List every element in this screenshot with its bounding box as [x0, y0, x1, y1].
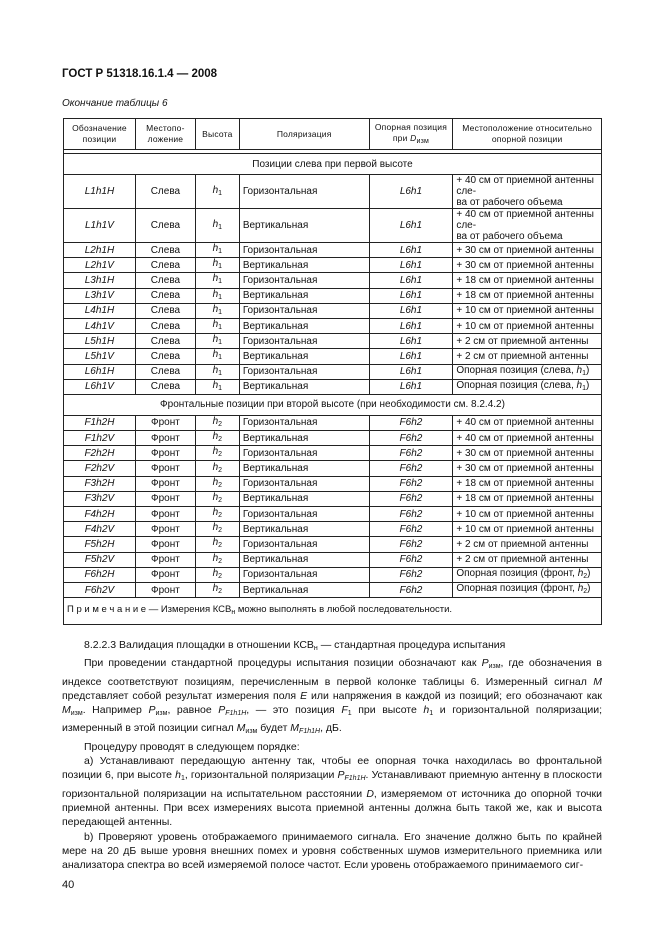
- location-cell: Слева: [135, 303, 195, 318]
- reference-cell: F6h2: [369, 431, 453, 446]
- reference-cell: L6h1: [369, 334, 453, 349]
- height-cell: $h_1$: [195, 209, 239, 243]
- table-row: [64, 379, 602, 394]
- polarization-cell: Вертикальная: [239, 209, 369, 243]
- polarization-cell: Вертикальная: [239, 318, 369, 333]
- height-cell: $h_1$: [195, 334, 239, 349]
- table-row: [64, 273, 602, 288]
- position-cell: F3h2V: [64, 491, 136, 506]
- height-cell: $h_1$: [195, 258, 239, 273]
- reference-cell: F6h2: [369, 507, 453, 522]
- relative-location-cell: + 30 см от приемной антенны: [453, 446, 602, 461]
- position-cell: F1h2V: [64, 431, 136, 446]
- position-cell: F6h2H: [64, 567, 136, 582]
- reference-cell: L6h1: [369, 175, 453, 209]
- relative-location-cell: + 40 см от приемной антенны: [453, 431, 602, 446]
- relative-location-cell: + 2 см от приемной антенны: [453, 349, 602, 364]
- table-note: П р и м е ч а н и е — Измерения $КСВ_н$ можно выполнять в любой последовательности.: [64, 598, 602, 625]
- location-cell: Фронт: [135, 415, 195, 430]
- polarization-cell: Вертикальная: [239, 349, 369, 364]
- polarization-cell: Горизонтальная: [239, 175, 369, 209]
- page-number: 40: [62, 879, 75, 891]
- polarization-cell: Вертикальная: [239, 582, 369, 597]
- polarization-cell: Горизонтальная: [239, 537, 369, 552]
- position-cell: L2h1V: [64, 258, 136, 273]
- height-cell: $h_2$: [195, 567, 239, 582]
- relative-location-cell: + 18 см от приемной антенны: [453, 476, 602, 491]
- table-row: [64, 303, 602, 318]
- location-cell: Фронт: [135, 507, 195, 522]
- location-cell: Слева: [135, 273, 195, 288]
- location-cell: Фронт: [135, 567, 195, 582]
- height-cell: $h_1$: [195, 243, 239, 258]
- document-header: ГОСТ Р 51318.16.1.4 — 2008: [62, 68, 218, 80]
- position-cell: L6h1H: [64, 364, 136, 379]
- location-cell: Фронт: [135, 461, 195, 476]
- position-cell: F5h2V: [64, 552, 136, 567]
- height-cell: $h_1$: [195, 364, 239, 379]
- table-caption: Окончание таблицы 6: [62, 98, 168, 109]
- height-cell: $h_1$: [195, 273, 239, 288]
- table-row: [64, 288, 602, 303]
- location-cell: Фронт: [135, 431, 195, 446]
- table-header-row: [64, 119, 602, 150]
- relative-location-cell: + 40 см от приемной антенны сле- ва от рабочего объема: [453, 209, 602, 243]
- polarization-cell: Горизонтальная: [239, 273, 369, 288]
- location-cell: Фронт: [135, 446, 195, 461]
- relative-location-cell: Опорная позиция (слева, $h_1$): [453, 364, 602, 379]
- polarization-cell: Горизонтальная: [239, 476, 369, 491]
- relative-location-cell: + 2 см от приемной антенны: [453, 334, 602, 349]
- position-cell: F5h2H: [64, 537, 136, 552]
- reference-cell: F6h2: [369, 415, 453, 430]
- reference-cell: L6h1: [369, 288, 453, 303]
- position-cell: F4h2H: [64, 507, 136, 522]
- reference-cell: F6h2: [369, 491, 453, 506]
- table-row: [64, 567, 602, 582]
- reference-cell: F6h2: [369, 537, 453, 552]
- reference-cell: F6h2: [369, 567, 453, 582]
- position-cell: F4h2V: [64, 522, 136, 537]
- paragraph: 8.2.2.3 Валидация площадки в отношении $КСВ_н$ — стандартная процедура испытания: [84, 639, 506, 652]
- relative-location-cell: Опорная позиция (фронт, $h_2$): [453, 582, 602, 597]
- position-cell: F1h2H: [64, 415, 136, 430]
- position-cell: L3h1V: [64, 288, 136, 303]
- polarization-cell: Горизонтальная: [239, 243, 369, 258]
- polarization-cell: Вертикальная: [239, 379, 369, 394]
- relative-location-cell: + 18 см от приемной антенны: [453, 491, 602, 506]
- relative-location-cell: + 30 см от приемной антенны: [453, 258, 602, 273]
- polarization-cell: Вертикальная: [239, 491, 369, 506]
- location-cell: Слева: [135, 175, 195, 209]
- location-cell: Слева: [135, 288, 195, 303]
- position-cell: F2h2H: [64, 446, 136, 461]
- reference-cell: L6h1: [369, 364, 453, 379]
- table-row: [64, 431, 602, 446]
- reference-cell: F6h2: [369, 552, 453, 567]
- location-cell: Слева: [135, 318, 195, 333]
- reference-cell: L6h1: [369, 318, 453, 333]
- paragraph: Процедуру проводят в следующем порядке:: [84, 740, 300, 753]
- location-cell: Фронт: [135, 537, 195, 552]
- height-cell: $h_1$: [195, 349, 239, 364]
- position-cell: L4h1H: [64, 303, 136, 318]
- table-row: [64, 334, 602, 349]
- reference-cell: L6h1: [369, 303, 453, 318]
- reference-cell: F6h2: [369, 461, 453, 476]
- table-row: [64, 318, 602, 333]
- relative-location-cell: + 10 см от приемной антенны: [453, 522, 602, 537]
- relative-location-cell: + 30 см от приемной антенны: [453, 461, 602, 476]
- polarization-cell: Горизонтальная: [239, 446, 369, 461]
- location-cell: Слева: [135, 243, 195, 258]
- polarization-cell: Вертикальная: [239, 522, 369, 537]
- paragraph: a) Устанавливают передающую антенну так, чтобы ее опорная точка находилась во фронтальной позиции 6, при высоте $h_1$, горизонтальной поляризации $P_{F1h1H}$. Устанавливают приемную антенну в плоскости горизонтальной поляризации на испытательном расстоянии D, измеряемом от источника до опорной точки приемной антенны. При всех измерениях высота приемной антенны должна быть такой же, как и высота передающей антенны.: [62, 755, 603, 829]
- reference-cell: L6h1: [369, 243, 453, 258]
- relative-location-cell: + 18 см от приемной антенны: [453, 288, 602, 303]
- height-cell: $h_2$: [195, 431, 239, 446]
- position-cell: L2h1H: [64, 243, 136, 258]
- height-cell: $h_1$: [195, 379, 239, 394]
- height-cell: $h_1$: [195, 318, 239, 333]
- height-cell: $h_2$: [195, 582, 239, 597]
- table-row: [64, 209, 602, 243]
- position-cell: F3h2H: [64, 476, 136, 491]
- col-header: Опорная позиция при $D_{изм}$: [369, 119, 453, 150]
- position-cell: L1h1H: [64, 175, 136, 209]
- height-cell: $h_2$: [195, 522, 239, 537]
- relative-location-cell: + 30 см от приемной антенны: [453, 243, 602, 258]
- table-row: [64, 364, 602, 379]
- table-note-row: [64, 598, 602, 625]
- polarization-cell: Горизонтальная: [239, 334, 369, 349]
- reference-cell: L6h1: [369, 258, 453, 273]
- height-cell: $h_1$: [195, 175, 239, 209]
- relative-location-cell: + 40 см от приемной антенны: [453, 415, 602, 430]
- reference-cell: F6h2: [369, 446, 453, 461]
- polarization-cell: Горизонтальная: [239, 303, 369, 318]
- relative-location-cell: Опорная позиция (слева, $h_1$): [453, 379, 602, 394]
- height-cell: $h_1$: [195, 288, 239, 303]
- polarization-cell: Горизонтальная: [239, 567, 369, 582]
- height-cell: $h_2$: [195, 491, 239, 506]
- table-row: [64, 461, 602, 476]
- col-header: Местоположение относительно опорной позиции: [453, 119, 602, 150]
- table-row: [64, 582, 602, 597]
- location-cell: Фронт: [135, 552, 195, 567]
- height-cell: $h_1$: [195, 303, 239, 318]
- table-row: [64, 522, 602, 537]
- position-cell: L5h1V: [64, 349, 136, 364]
- position-cell: L1h1V: [64, 209, 136, 243]
- location-cell: Слева: [135, 379, 195, 394]
- table-row: [64, 446, 602, 461]
- polarization-cell: Вертикальная: [239, 461, 369, 476]
- table-row: [64, 175, 602, 209]
- paragraph: b) Проверяют уровень отображаемого принимаемого сигнала. Его значение должно быть по крайней мере на 20 дБ выше уровня внешних помех и уровня собственных шумов измерительного приемника или анализатора спектра во всей измеряемой полосе частот. Если уровень отображаемого принимаемого сиг-: [62, 830, 602, 872]
- col-header: Высота: [195, 119, 239, 150]
- polarization-cell: Горизонтальная: [239, 415, 369, 430]
- relative-location-cell: + 40 см от приемной антенны сле- ва от рабочего объема: [453, 175, 602, 209]
- section-title: Позиции слева при первой высоте: [64, 154, 602, 175]
- reference-cell: L6h1: [369, 209, 453, 243]
- relative-location-cell: + 10 см от приемной антенны: [453, 318, 602, 333]
- body-text: [62, 638, 602, 872]
- position-cell: L4h1V: [64, 318, 136, 333]
- relative-location-cell: + 2 см от приемной антенны: [453, 537, 602, 552]
- location-cell: Фронт: [135, 476, 195, 491]
- table-row: [64, 491, 602, 506]
- position-cell: L3h1H: [64, 273, 136, 288]
- col-header: Обозначение позиции: [64, 119, 136, 150]
- section-title: Фронтальные позиции при второй высоте (при необходимости см. 8.2.4.2): [64, 394, 602, 415]
- reference-cell: F6h2: [369, 522, 453, 537]
- position-cell: F2h2V: [64, 461, 136, 476]
- location-cell: Слева: [135, 258, 195, 273]
- polarization-cell: Вертикальная: [239, 258, 369, 273]
- table-row: [64, 415, 602, 430]
- relative-location-cell: + 10 см от приемной антенны: [453, 303, 602, 318]
- relative-location-cell: + 10 см от приемной антенны: [453, 507, 602, 522]
- reference-cell: L6h1: [369, 273, 453, 288]
- relative-location-cell: + 18 см от приемной антенны: [453, 273, 602, 288]
- table-row: [64, 258, 602, 273]
- polarization-cell: Горизонтальная: [239, 507, 369, 522]
- height-cell: $h_2$: [195, 446, 239, 461]
- relative-location-cell: Опорная позиция (фронт, $h_2$): [453, 567, 602, 582]
- reference-cell: L6h1: [369, 349, 453, 364]
- height-cell: $h_2$: [195, 461, 239, 476]
- table-row: [64, 552, 602, 567]
- height-cell: $h_2$: [195, 537, 239, 552]
- location-cell: Фронт: [135, 522, 195, 537]
- location-cell: Слева: [135, 349, 195, 364]
- col-header: Местопо- ложение: [135, 119, 195, 150]
- height-cell: $h_2$: [195, 476, 239, 491]
- reference-cell: F6h2: [369, 582, 453, 597]
- col-header: Поляризация: [239, 119, 369, 150]
- relative-location-cell: + 2 см от приемной антенны: [453, 552, 602, 567]
- table-row: [64, 243, 602, 258]
- polarization-cell: Вертикальная: [239, 552, 369, 567]
- location-cell: Фронт: [135, 582, 195, 597]
- paragraph: При проведении стандартной процедуры испытания позиции обозначают как $P_{изм}$, где обозначения в индексе соответствуют позициям, перечисленным в первой колонке таблицы 6. Измеренный сигнал M представляет собой результат измерения поля E или напряжения в каждой из позиций; его обозначают как $M_{изм}$. Например $P_{изм}$, равное $P_{F1h1H}$, — это позиция $F_1$ при высоте $h_1$ и горизонтальной поляризации; измеренный в этой позиции сигнал $M_{изм}$ будет $M_{F1h1H}$, дБ.: [62, 657, 603, 736]
- reference-cell: L6h1: [369, 379, 453, 394]
- table-row: [64, 349, 602, 364]
- height-cell: $h_2$: [195, 507, 239, 522]
- location-cell: Слева: [135, 209, 195, 243]
- table-row: [64, 476, 602, 491]
- height-cell: $h_2$: [195, 415, 239, 430]
- reference-cell: F6h2: [369, 476, 453, 491]
- table-row: [64, 537, 602, 552]
- position-cell: F6h2V: [64, 582, 136, 597]
- polarization-cell: Горизонтальная: [239, 364, 369, 379]
- table-row: [64, 507, 602, 522]
- height-cell: $h_2$: [195, 552, 239, 567]
- table-section-header: [64, 154, 602, 175]
- positions-table: [63, 118, 602, 625]
- location-cell: Слева: [135, 334, 195, 349]
- polarization-cell: Вертикальная: [239, 431, 369, 446]
- location-cell: Слева: [135, 364, 195, 379]
- position-cell: L5h1H: [64, 334, 136, 349]
- location-cell: Фронт: [135, 491, 195, 506]
- polarization-cell: Вертикальная: [239, 288, 369, 303]
- table-section-header: [64, 394, 602, 415]
- position-cell: L6h1V: [64, 379, 136, 394]
